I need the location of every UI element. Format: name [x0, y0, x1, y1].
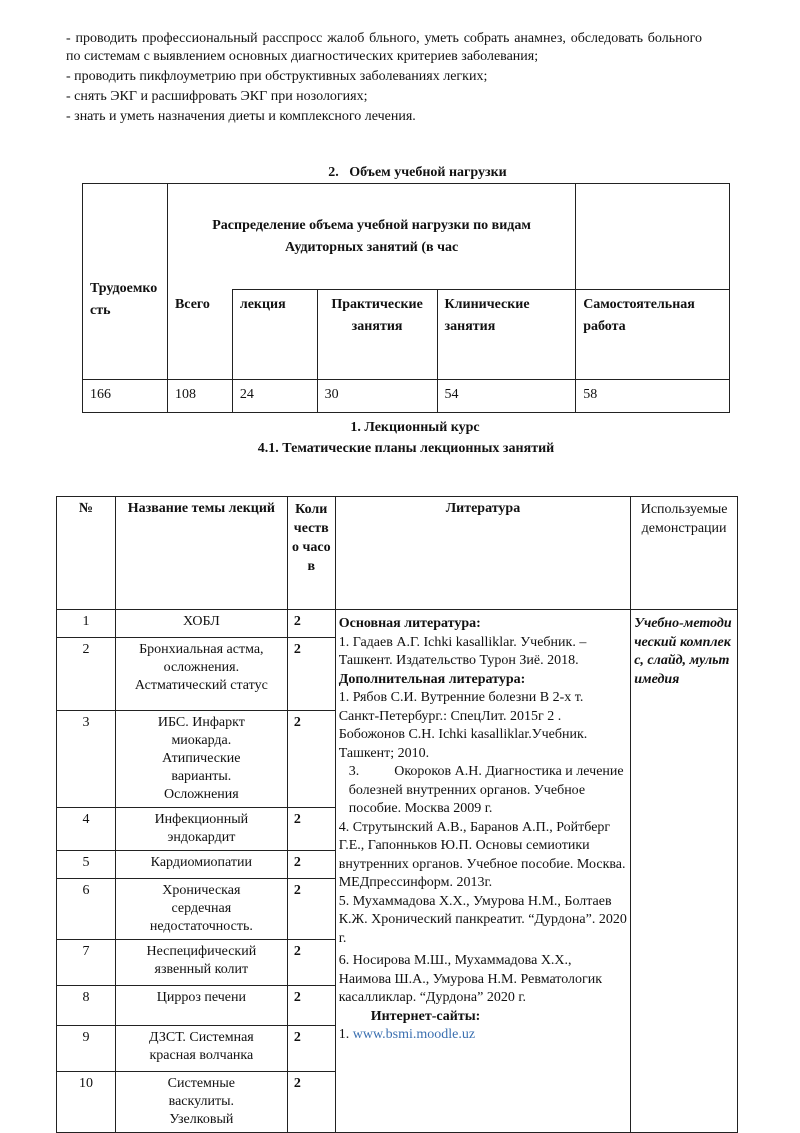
row-hours: 2 [287, 1026, 335, 1072]
col-total: Всего [167, 290, 232, 380]
intro-line: - проводить профессиональный расспросс жалоб бльного, уметь собрать анамнез, обследовать больного по системам с выявлением основных диагностических критериев заболевания; [66, 31, 702, 64]
row-number: 5 [57, 851, 116, 879]
row-hours: 2 [287, 610, 335, 638]
header-topic: Название темы лекций [115, 497, 287, 610]
main-literature-title: Основная литература: [338, 616, 481, 631]
intro-line: - проводить пикфлоуметрию при обструктивных заболеваниях легких; [66, 69, 488, 84]
labor-header: Трудоемкость [83, 184, 168, 380]
col-lecture: лекция [232, 290, 317, 380]
intro-line: - снять ЭКГ и расшифровать ЭКГ при нозологиях; [66, 89, 368, 104]
col-self: Самостоятельная работа [576, 290, 730, 380]
internet-link[interactable]: www.bsmi.moodle.uz [352, 1027, 476, 1042]
internet-number: 1. [338, 1027, 350, 1042]
row-number: 1 [57, 610, 116, 638]
literature-item: 1. Гадаев А.Г. Ichki kasalliklar. Учебник. – Ташкент. Издательство Турон Зиё. 2018. [338, 634, 587, 668]
row-topic: Инфекционный эндокардит [115, 808, 287, 851]
row-number: 7 [57, 940, 116, 986]
row-number: 4 [57, 808, 116, 851]
row-topic: Кардиомиопатии [115, 851, 287, 879]
row-hours: 2 [287, 879, 335, 940]
value-cell: 54 [437, 380, 576, 413]
row-topic: ХОБЛ [115, 610, 287, 638]
value-cell: 166 [83, 380, 168, 413]
row-hours: 2 [287, 851, 335, 879]
literature-cell [335, 610, 630, 1133]
internet-item [339, 1026, 627, 1045]
header-number: № [57, 497, 116, 610]
literature-item: 5. Мухаммадова Х.Х., Умурова Н.М., Болтаев К.Ж. Хронический панкреатит. “Дурдона”. 2020 г. [338, 893, 627, 946]
header-demo: Используемые демонстрации [631, 497, 738, 610]
literature-item: 6. Носирова М.Ш., Мухаммадова Х.Х., Наимова Ш.А., Умурова Н.М. Ревматологик касалликлар. “Дурдона” 2020 г. [338, 953, 603, 1005]
header-literature: Литература [335, 497, 630, 610]
col-clinical: Клинические занятия [437, 290, 576, 380]
row-hours: 2 [287, 711, 335, 808]
row-hours: 2 [287, 1072, 335, 1133]
literature-item: 4. Струтынский А.В., Баранов А.П., Ройтберг Г.Е., Гапонньков Ю.П. Основы семиотики внутренних органов. Учебное пособие. Москва. МЕДпрессинформ. 2013г. [338, 819, 626, 890]
row-topic: Цирроз печени [115, 986, 287, 1026]
row-number: 6 [57, 879, 116, 940]
plan-title: 4.1. Тематические планы лекционных занятий [257, 441, 555, 456]
intro-line: - знать и уметь назначения диеты и комплексного лечения. [66, 109, 416, 124]
row-hours: 2 [287, 940, 335, 986]
row-number: 8 [57, 986, 116, 1026]
load-table [82, 183, 730, 413]
value-cell: 108 [167, 380, 232, 413]
col-practical: Практические занятия [317, 290, 437, 380]
value-cell: 24 [232, 380, 317, 413]
row-topic: ДЗСТ. Системная красная волчанка [115, 1026, 287, 1072]
row-topic: ИБС. Инфаркт миокарда. Атипические варианты. Осложнения [115, 711, 287, 808]
row-number: 9 [57, 1026, 116, 1072]
plan-table [56, 496, 738, 1133]
empty-header-cell [576, 184, 730, 290]
row-number: 3 [57, 711, 116, 808]
literature-item: 3. Окороков А.Н. Диагностика и лечение болезней внутренних органов. Учебное пособие. Москва 2009 г. [348, 764, 628, 816]
value-cell: 30 [317, 380, 437, 413]
internet-title: Интернет-сайты: [370, 1008, 481, 1024]
literature-item: 1. Рябов С.И. Вутренние болезни В 2-х т. Санкт-Петербург.: СпецЛит. 2015г 2 . Бобожонов С.Н. Ichki kasalliklar.Учебник. Ташкент; 2010. [338, 690, 588, 761]
intro-text [66, 30, 702, 132]
row-topic: Бронхиальная астма, осложнения. Астматический статус [115, 638, 287, 711]
row-number: 2 [57, 638, 116, 711]
value-cell: 58 [576, 380, 730, 413]
lecture-title: 1. Лекционный курс [350, 420, 480, 435]
row-topic: Системные васкулиты. Узелковый [115, 1072, 287, 1133]
row-topic: Хроническая сердечная недостаточность. [115, 879, 287, 940]
section-title: 2. Объем учебной нагрузки [328, 165, 507, 180]
demo-cell: Учебно-методический комплекс, слайд, мультимедия [631, 610, 738, 1133]
distribution-header: Распределение объема учебной нагрузки по видам Аудиторных занятий (в час [167, 184, 575, 290]
row-number: 10 [57, 1072, 116, 1133]
header-hours: Количество часов [287, 497, 335, 610]
extra-literature-title: Дополнительная литература: [338, 671, 526, 687]
row-hours: 2 [287, 808, 335, 851]
row-hours: 2 [287, 986, 335, 1026]
row-hours: 2 [287, 638, 335, 711]
row-topic: Неспецифический язвенный колит [115, 940, 287, 986]
